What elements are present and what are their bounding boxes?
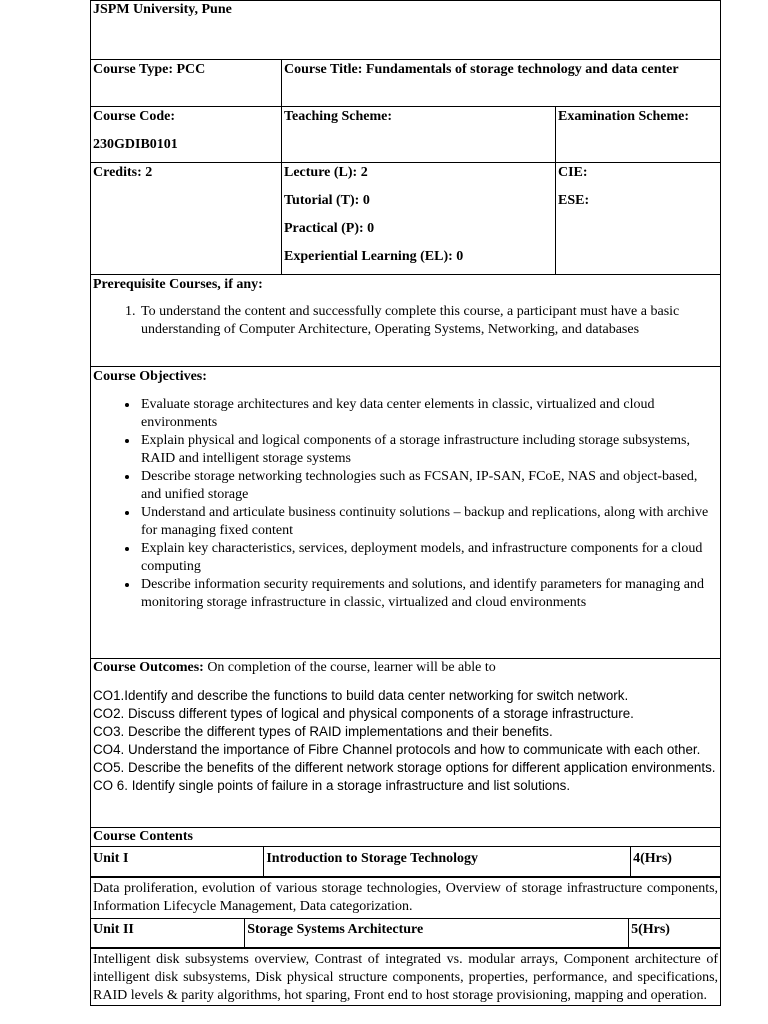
- unit-2-hours: 5(Hrs): [629, 919, 720, 948]
- list-item: • Explain physical and logical components of a storage infrastructure including storage subsystems, RAID and intelligent storage systems: [139, 432, 718, 468]
- outcomes-row: [91, 659, 721, 828]
- list-item: • Describe information security requirements and solutions, and identify parameters for managing and monitoring storage infrastructure in classic, virtualized and cloud environments: [139, 576, 718, 612]
- course-code: 230GDIB0101: [93, 137, 178, 152]
- course-title: Course Title: Fundamentals of storage technology and data center: [282, 60, 721, 107]
- outcomes-intro: On completion of the course, learner will be able to: [203, 660, 496, 675]
- objectives-list: [93, 396, 718, 612]
- unit-1-desc-row: [91, 878, 721, 919]
- examination-scheme: Examination Scheme:: [556, 107, 721, 163]
- outcomes-list: [93, 687, 718, 795]
- list-item: CO2. Discuss different types of logical and physical components of a storage infrastructure.: [93, 706, 634, 721]
- prerequisite-title: Prerequisite Courses, if any:: [93, 277, 263, 292]
- objectives-row: [91, 367, 721, 659]
- course-code-label: Course Code:: [93, 109, 176, 124]
- prerequisite-cell: [91, 275, 721, 367]
- list-item: CO1.Identify and describe the functions to build data center networking for switch network.: [93, 688, 629, 703]
- course-type-row: [91, 60, 721, 107]
- credits-row: [91, 163, 721, 275]
- outcomes-cell: [91, 659, 721, 828]
- unit-1-description: Data proliferation, evolution of various storage technologies, Overview of storage infrastructure components, Information Lifecycle Management, Data categorization.: [91, 878, 721, 919]
- list-item: 1. To understand the content and successfully complete this course, a participant must have a basic understanding of Computer Architecture, Operating Systems, Networking, and databases: [139, 303, 718, 339]
- list-item: CO5. Describe the benefits of the different network storage options for different application environments.: [93, 760, 716, 775]
- outcomes-heading: [93, 659, 718, 677]
- ese-label: ESE:: [558, 193, 590, 208]
- teaching-hours-cell: [282, 163, 556, 275]
- university-row: [91, 1, 721, 60]
- exam-marks-cell: [556, 163, 721, 275]
- course-type: Course Type: PCC: [91, 60, 282, 107]
- unit-1-header: [91, 847, 720, 877]
- objectives-title: Course Objectives:: [93, 369, 207, 384]
- syllabus-document: [90, 0, 720, 1006]
- lecture-hours: Lecture (L): 2: [284, 165, 368, 180]
- contents-title-row: [91, 828, 721, 847]
- unit-1-row: [91, 847, 721, 878]
- list-item: CO4. Understand the importance of Fibre Channel protocols and how to communicate with each other.: [93, 742, 701, 757]
- list-item: • Evaluate storage architectures and key data center elements in classic, virtualized and cloud environments: [139, 396, 718, 432]
- cie-label: CIE:: [558, 165, 588, 180]
- unit-1-hours: 4(Hrs): [631, 847, 720, 877]
- practical-hours: Practical (P): 0: [284, 221, 375, 236]
- list-item: • Understand and articulate business continuity solutions – backup and replications, along with archive for managing fixed content: [139, 504, 718, 540]
- unit-2-row: [91, 919, 721, 949]
- unit-2-label: Unit II: [91, 919, 245, 948]
- prerequisite-row: [91, 275, 721, 367]
- list-item: • Explain key characteristics, services, deployment models, and infrastructure components for a cloud computing: [139, 540, 718, 576]
- course-code-cell: [91, 107, 282, 163]
- list-item: CO 6. Identify single points of failure in a storage infrastructure and list solutions.: [93, 778, 571, 793]
- contents-title: Course Contents: [91, 828, 721, 847]
- experiential-hours: Experiential Learning (EL): 0: [284, 249, 464, 264]
- list-item: • Describe storage networking technologies such as FCSAN, IP-SAN, FCoE, NAS and object-based, and unified storage: [139, 468, 718, 504]
- university-name: JSPM University, Pune: [91, 1, 721, 60]
- outcomes-title: Course Outcomes:: [93, 660, 204, 675]
- unit-2-header: [91, 919, 720, 948]
- unit-2-title: Storage Systems Architecture: [245, 919, 629, 948]
- list-item: CO3. Describe the different types of RAID implementations and their benefits.: [93, 724, 553, 739]
- prerequisite-list: [93, 303, 718, 339]
- unit-1-label: Unit I: [91, 847, 264, 877]
- syllabus-table: [90, 0, 721, 1006]
- objectives-cell: [91, 367, 721, 659]
- teaching-scheme: Teaching Scheme:: [282, 107, 556, 163]
- course-code-row: [91, 107, 721, 163]
- unit-2-description: Intelligent disk subsystems overview, Contrast of integrated vs. modular arrays, Component architecture of intelligent disk subsystems, Disk physical structure components, properties, performance, and specifications, RAID levels & parity algorithms, hot sparing, Front end to host storage provisioning, mapping and operation.: [91, 949, 721, 1006]
- tutorial-hours: Tutorial (T): 0: [284, 193, 370, 208]
- unit-2-desc-row: [91, 949, 721, 1006]
- credits: Credits: 2: [91, 163, 282, 275]
- unit-1-title: Introduction to Storage Technology: [264, 847, 631, 877]
